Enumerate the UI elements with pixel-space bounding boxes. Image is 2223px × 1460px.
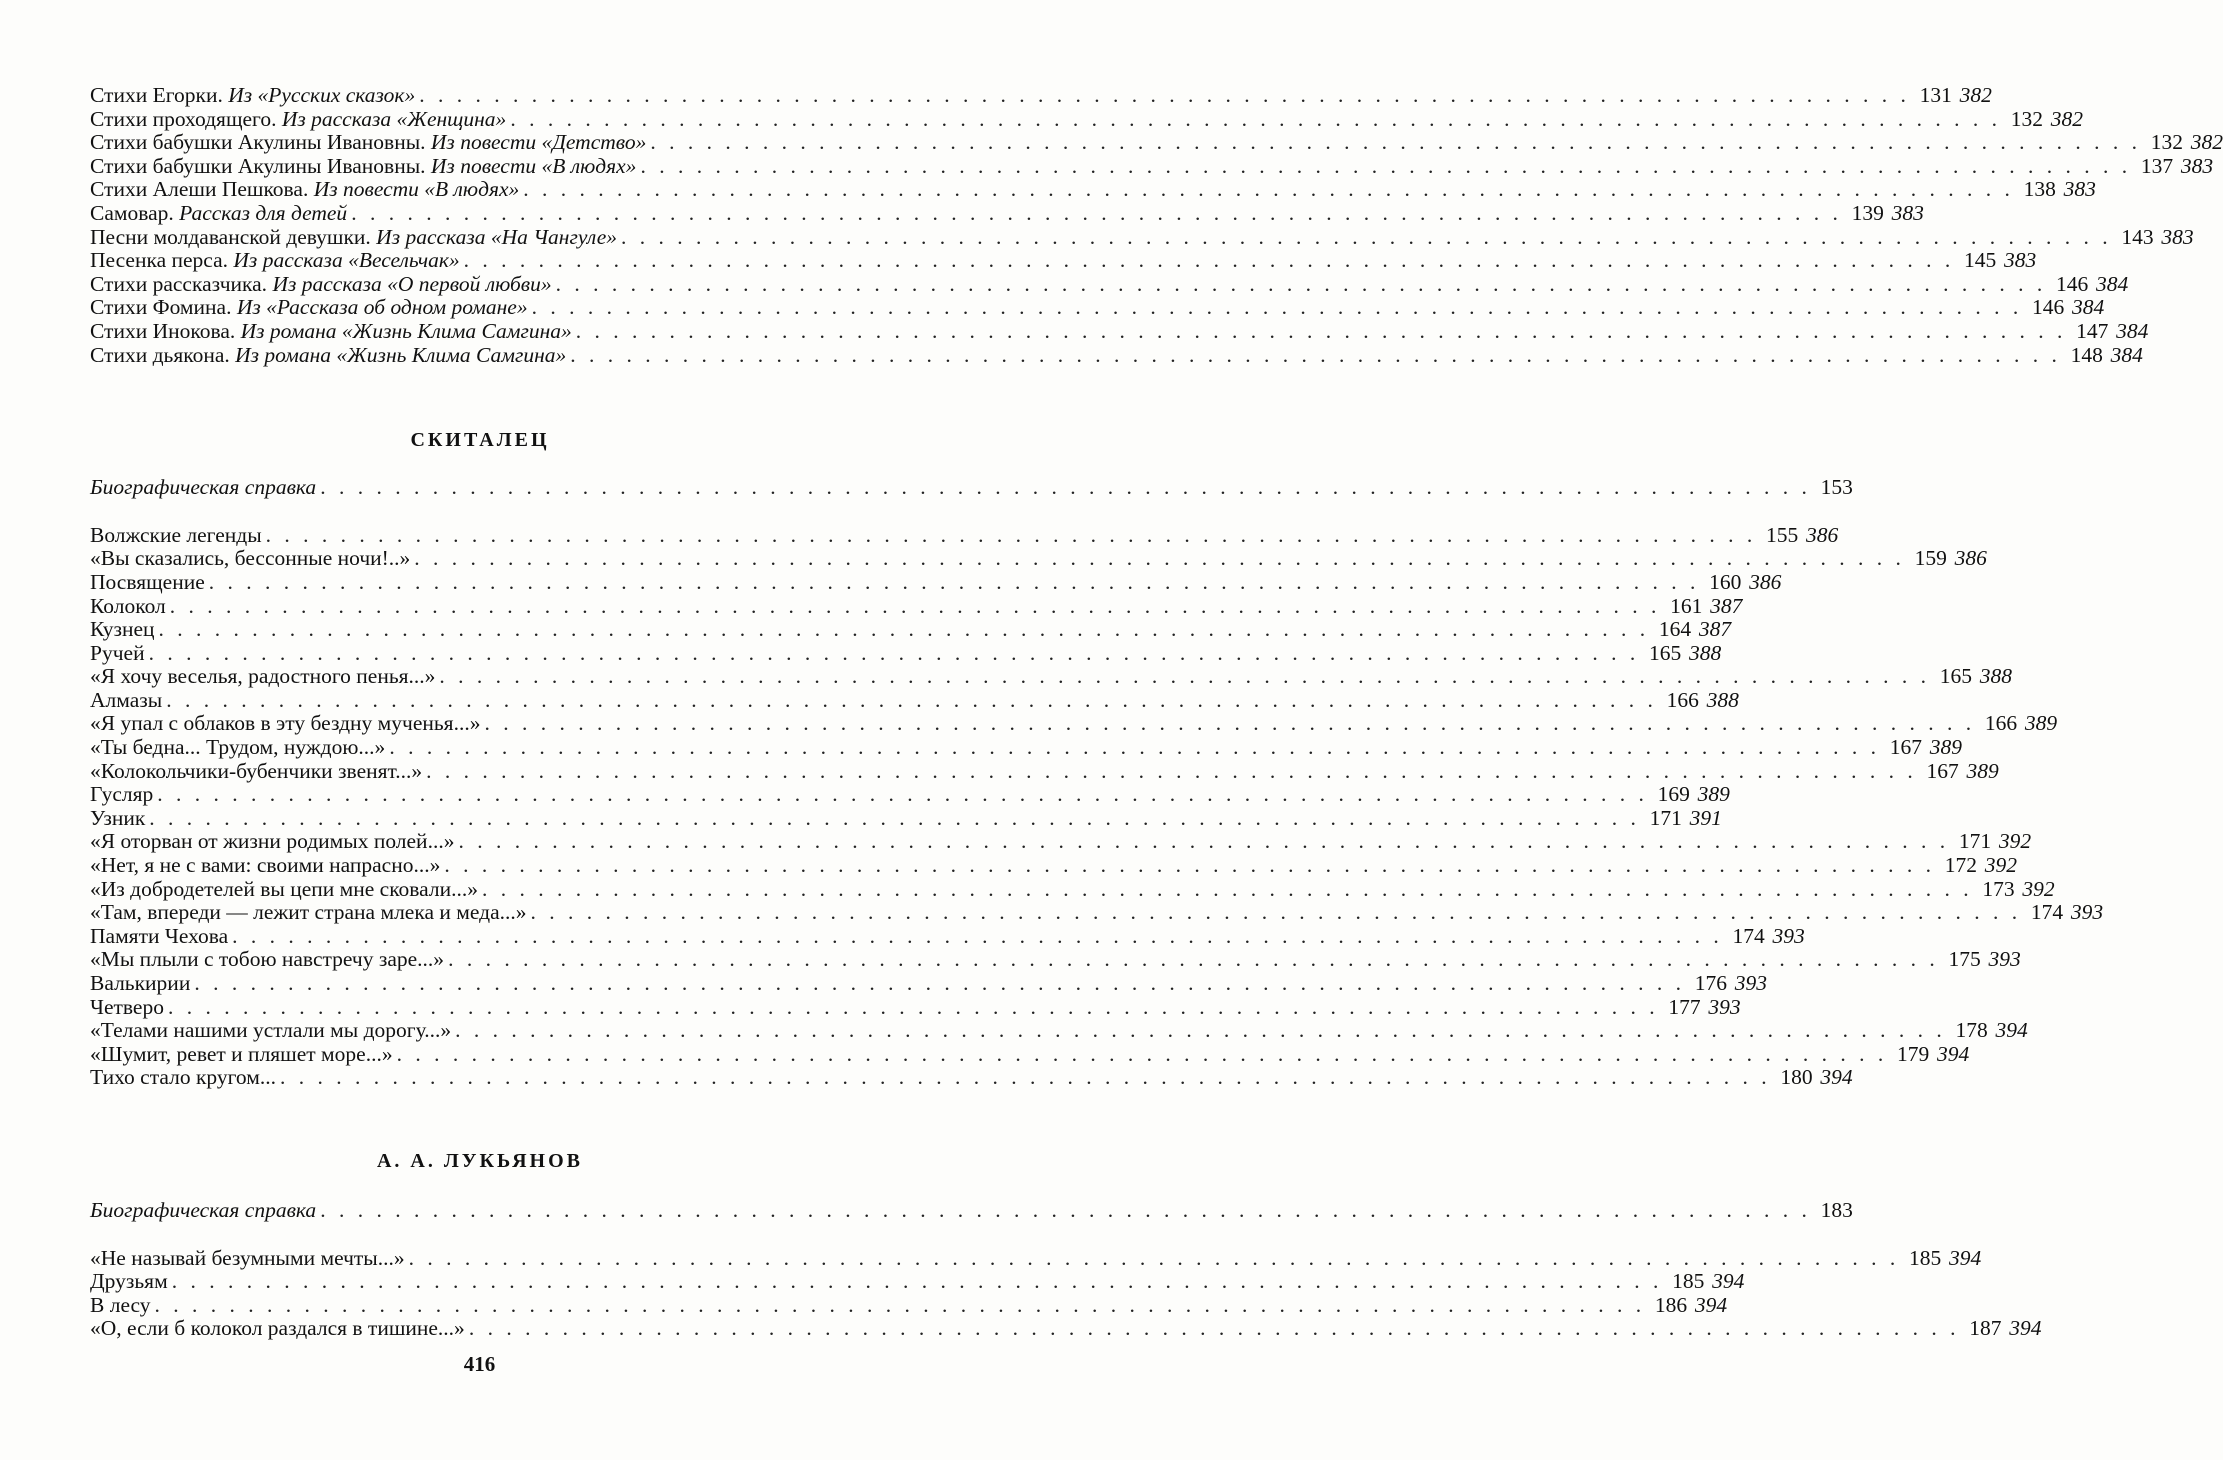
entry-page: 138 (2023, 177, 2056, 202)
section-entries-list (90, 1245, 2042, 1341)
entry-title: Кузнец (90, 617, 155, 642)
entry-page: 185 (1909, 1245, 1942, 1270)
list-item (90, 1065, 1853, 1090)
list-item (90, 342, 2143, 368)
dot-leader (455, 1019, 1946, 1043)
entry-page: 178 (1955, 1018, 1988, 1043)
entry-title: Валькирии (90, 971, 191, 995)
dot-leader (149, 807, 1640, 831)
dot-leader (159, 618, 1650, 642)
entry-subtitle: Из рассказа «О первой любви» (272, 271, 552, 296)
list-item (90, 130, 2223, 155)
entry-page: 169 (1657, 782, 1690, 807)
entry-title: Стихи дьякона. (90, 342, 230, 367)
dot-leader (532, 296, 2023, 320)
entry-page: 174 (2030, 900, 2064, 925)
entry-title: «Вы сказались, бессонные ночи!..» (90, 546, 411, 571)
entry-page: 147 (2076, 318, 2109, 343)
entry-note-page: 384 (2116, 318, 2149, 343)
dot-leader (389, 736, 1880, 760)
entry-subtitle: Из «Русских сказок» (228, 83, 416, 107)
list-item (90, 153, 2214, 179)
entry-title: Гусляр (90, 782, 154, 807)
dot-leader (426, 760, 1917, 784)
entry-subtitle: Из рассказа «Весельчак» (233, 248, 460, 273)
entry-page: 139 (1851, 200, 1884, 225)
entry-title: Алмазы (90, 687, 163, 712)
entry-page: 165 (1648, 640, 1682, 665)
list-item (90, 923, 1805, 949)
entry-subtitle: Из «Рассказа об одном романе» (236, 295, 528, 320)
entry-page: 137 (2140, 153, 2174, 178)
entry-subtitle: Из романа «Жизнь Клима Самгина» (240, 318, 572, 343)
entry-title: Стихи бабушки Акулины Ивановны. (90, 130, 426, 155)
entry-note-page: 388 (1979, 664, 2013, 689)
entry-note-page: 392 (2022, 876, 2055, 901)
entry-note-page: 393 (2070, 900, 2104, 925)
entry-page: 175 (1948, 947, 1981, 972)
dot-leader (414, 547, 1905, 571)
entry-page: 167 (1889, 735, 1922, 760)
entry-title: Посвящение (90, 569, 205, 594)
entry-page: 164 (1658, 617, 1692, 642)
entry-note-page: 386 (1806, 522, 1839, 547)
entry-page: 153 (1820, 475, 1853, 500)
entry-subtitle: Рассказ для детей (179, 200, 348, 225)
entry-title: Волжские легенды (90, 522, 262, 547)
entry-page: 176 (1694, 971, 1727, 995)
entry-page: 166 (1666, 687, 1699, 712)
entry-note-page: 392 (1984, 853, 2017, 878)
entry-page: 160 (1709, 569, 1742, 594)
list-item (90, 664, 2013, 689)
entry-title: Узник (90, 805, 146, 830)
list-item (90, 758, 1999, 784)
entry-title: Стихи Фомина. (90, 295, 232, 320)
section-heading: СКИТАЛЕЦ (410, 429, 550, 452)
entry-note-page: 387 (1698, 617, 1732, 642)
entry-note-page: 382 (2190, 130, 2223, 155)
entry-note-page: 393 (1708, 994, 1741, 1019)
dot-leader (469, 1317, 1960, 1341)
list-item (90, 106, 2083, 132)
entry-subtitle: Из повести «В людях» (430, 153, 637, 178)
list-item (90, 83, 1992, 108)
top-entries-list (90, 83, 2223, 367)
entry-note-page: 383 (2180, 153, 2214, 178)
entry-note-page: 383 (1891, 200, 1924, 225)
entry-note-page: 383 (2161, 224, 2194, 249)
entry-note-page: 383 (2004, 248, 2037, 273)
entry-page: 187 (1969, 1316, 2002, 1341)
dot-leader (523, 178, 2014, 202)
list-item (90, 1292, 1728, 1318)
list-item (90, 522, 1839, 548)
list-item (90, 271, 2129, 297)
list-item (90, 569, 1782, 595)
table-of-contents (90, 83, 2223, 1341)
list-item (90, 711, 2058, 736)
entry-title: Стихи рассказчика. (90, 271, 268, 296)
entry-note-page: 383 (2063, 177, 2096, 202)
entry-title: «Нет, я не с вами: своими напрасно...» (90, 853, 441, 878)
entry-note-page: 389 (1966, 758, 1999, 783)
dot-leader (320, 476, 1811, 500)
dot-leader (232, 925, 1723, 949)
dot-leader (209, 571, 1700, 595)
entry-page: 167 (1926, 758, 1959, 783)
entry-note-page: 394 (1995, 1018, 2028, 1043)
section-heading: А. А. ЛУКЬЯНОВ (376, 1149, 584, 1172)
entry-note-page: 384 (2110, 342, 2143, 367)
list-item (90, 1316, 2042, 1341)
entry-page: 148 (2070, 342, 2103, 367)
entry-note-page: 389 (2024, 711, 2058, 736)
entry-title: «Шумит, ревет и пляшет море...» (90, 1041, 393, 1066)
entry-title: Стихи Егорки. (90, 83, 223, 107)
list-item (90, 640, 1722, 666)
dot-leader (531, 901, 2022, 925)
entry-note-page: 388 (1706, 687, 1739, 712)
entry-page: 173 (1982, 876, 2015, 901)
entry-title: «Телами нашими устлали мы дорогу...» (90, 1018, 452, 1043)
entry-page: 177 (1668, 994, 1701, 1019)
entry-page: 132 (2010, 106, 2043, 131)
entry-subtitle: Из повести «В людях» (313, 177, 520, 202)
list-item (90, 295, 2105, 320)
entry-page: 166 (1984, 711, 2018, 736)
list-item (90, 971, 1767, 996)
dot-leader (280, 1066, 1771, 1090)
dot-leader (168, 996, 1659, 1020)
entry-page: 183 (1820, 1197, 1853, 1222)
list-item (90, 318, 2149, 344)
entry-note-page: 384 (2096, 271, 2129, 296)
entry-title: Друзьям (90, 1269, 168, 1294)
dot-leader (157, 783, 1648, 807)
entry-page: 146 (2031, 295, 2065, 320)
dot-leader (484, 712, 1975, 736)
section-entries-list (90, 522, 2104, 1090)
list-item (90, 947, 2021, 972)
entry-note-page: 393 (1734, 971, 1767, 995)
dot-leader (482, 878, 1973, 902)
dot-leader (556, 273, 2047, 297)
list-item (90, 900, 2104, 925)
list-item (90, 617, 1732, 642)
entry-page: 131 (1919, 83, 1952, 107)
dot-leader (419, 84, 1910, 108)
entry-title: Четверо (90, 994, 164, 1019)
entry-note-page: 392 (1998, 829, 2032, 854)
list-item (90, 782, 1730, 807)
entry-note-page: 388 (1688, 640, 1722, 665)
list-item (90, 876, 2055, 902)
dot-leader (155, 1294, 1646, 1318)
entry-note-page: 389 (1697, 782, 1730, 807)
list-item (90, 1041, 1970, 1067)
dot-leader (570, 344, 2061, 368)
entry-title: «Мы плыли с тобою навстречу заре...» (90, 947, 445, 972)
dot-leader (576, 320, 2067, 344)
entry-page: 172 (1944, 853, 1977, 878)
entry-note-page: 389 (1929, 735, 1962, 760)
list-item (90, 1269, 1745, 1294)
entry-subtitle: Из повести «Детство» (430, 130, 647, 155)
list-item (90, 248, 2037, 273)
entry-title: Тихо стало кругом... (90, 1065, 276, 1090)
entry-title: Стихи проходящего. (90, 106, 277, 131)
entry-title: В лесу (90, 1292, 151, 1317)
entry-note-page: 393 (1988, 947, 2021, 972)
entry-page: 174 (1732, 923, 1765, 948)
list-item (90, 1018, 2028, 1043)
dot-leader (320, 1199, 1811, 1223)
dot-leader (650, 131, 2141, 155)
list-item (90, 200, 1924, 226)
entry-title: Песни молдаванской девушки. (90, 224, 371, 249)
dot-leader (166, 689, 1657, 713)
entry-title: Биографическая справка (90, 1197, 317, 1222)
entry-page: 171 (1649, 805, 1682, 830)
entry-page: 180 (1780, 1065, 1813, 1090)
entry-title: «О, если б колокол раздался в тишине...» (90, 1316, 465, 1341)
entry-title: Песенка перса. (90, 248, 229, 273)
entry-note-page: 394 (1820, 1065, 1853, 1090)
entry-title: «Я упал с облаков в эту бездну мученья...» (90, 711, 481, 736)
entry-title: «Я оторван от жизни родимых полей...» (90, 829, 455, 854)
entry-title: «Колокольчики-бубенчики звенят...» (90, 758, 423, 783)
list-item (90, 829, 2032, 854)
entry-page: 132 (2150, 130, 2183, 155)
list-item (90, 177, 2096, 202)
entry-title: Стихи Алеши Пешкова. (90, 177, 309, 202)
entry-title: Биографическая справка (90, 475, 317, 500)
entry-title: «Не называй безумными мечты...» (90, 1245, 405, 1270)
entry-note-page: 394 (2009, 1316, 2042, 1341)
bio-entry (90, 475, 1853, 500)
entry-note-page: 387 (1710, 593, 1743, 618)
entry-page: 161 (1670, 593, 1703, 618)
entry-page: 185 (1672, 1269, 1705, 1294)
entry-note-page: 394 (1712, 1269, 1745, 1294)
entry-page: 179 (1896, 1041, 1930, 1066)
dot-leader (409, 1247, 1900, 1271)
entry-page: 159 (1914, 546, 1947, 571)
entry-page: 146 (2056, 271, 2089, 296)
entry-subtitle: Из рассказа «Женщина» (281, 106, 507, 131)
entry-title: Ручей (90, 640, 145, 665)
list-item (90, 805, 1722, 831)
entry-note-page: 386 (1954, 546, 1987, 571)
list-item (90, 687, 1739, 713)
entry-note-page: 391 (1689, 805, 1722, 830)
bio-entry (90, 1197, 1853, 1223)
dot-leader (266, 524, 1757, 548)
entry-note-page: 394 (1949, 1245, 1982, 1270)
entry-note-page: 393 (1772, 923, 1805, 948)
entry-title: «Там, впереди — лежит страна млека и меда...» (90, 900, 527, 925)
list-item (90, 546, 1987, 571)
dot-leader (149, 642, 1640, 666)
entry-note-page: 394 (1936, 1041, 1970, 1066)
dot-leader (172, 1270, 1663, 1294)
entry-title: «Я хочу веселья, радостного пенья...» (90, 664, 436, 689)
dot-leader (439, 665, 1930, 689)
entry-title: «Из добродетелей вы цепи мне сковали...» (90, 876, 479, 901)
entry-subtitle: Из романа «Жизнь Клима Самгина» (235, 342, 567, 367)
list-item (90, 593, 1743, 619)
dot-leader (397, 1043, 1888, 1067)
entry-page: 171 (1958, 829, 1992, 854)
dot-leader (640, 155, 2131, 179)
list-item (90, 735, 1962, 760)
entry-title: Памяти Чехова (90, 923, 229, 948)
list-item (90, 224, 2194, 250)
entry-title: Стихи бабушки Акулины Ивановны. (90, 153, 426, 178)
dot-leader (621, 226, 2112, 250)
entry-title: Стихи Инокова. (90, 318, 236, 343)
entry-page: 186 (1654, 1292, 1688, 1317)
entry-page: 145 (1964, 248, 1997, 273)
dot-leader (194, 972, 1685, 996)
dot-leader (351, 202, 1842, 226)
entry-note-page: 382 (1959, 83, 1992, 107)
entry-page: 143 (2121, 224, 2154, 249)
dot-leader (170, 595, 1661, 619)
entry-note-page: 386 (1749, 569, 1782, 594)
entry-page: 155 (1766, 522, 1799, 547)
dot-leader (458, 830, 1949, 854)
page-number: 416 (463, 1352, 496, 1376)
entry-subtitle: Из рассказа «На Чангуле» (376, 224, 618, 249)
list-item (90, 1245, 1982, 1271)
entry-note-page: 384 (2071, 295, 2105, 320)
entry-note-page: 382 (2050, 106, 2083, 131)
dot-leader (510, 108, 2001, 132)
dot-leader (464, 249, 1955, 273)
list-item (90, 994, 1741, 1020)
dot-leader (444, 854, 1935, 878)
entry-title: Колокол (90, 593, 166, 618)
entry-page: 165 (1939, 664, 1973, 689)
entry-note-page: 394 (1694, 1292, 1728, 1317)
list-item (90, 853, 2017, 878)
dot-leader (448, 948, 1939, 972)
entry-title: Самовар. (90, 200, 174, 225)
entry-title: «Ты бедна... Трудом, нуждою...» (90, 735, 386, 760)
